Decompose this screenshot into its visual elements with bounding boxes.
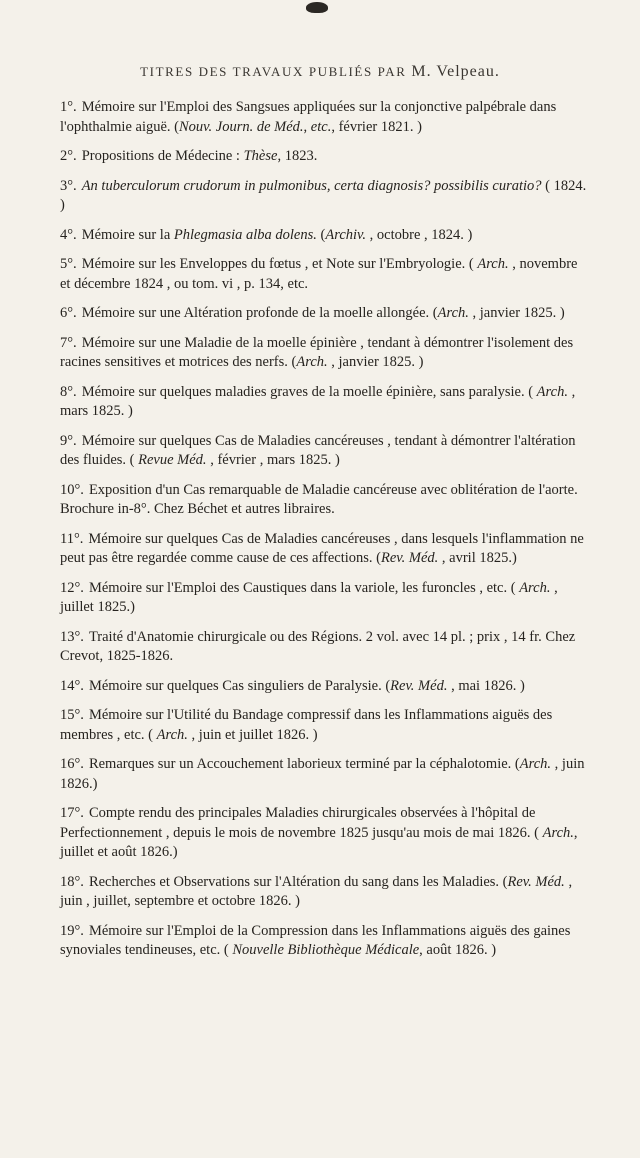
entry-text: , octobre , 1824. ) [366,226,473,243]
entry-citation-text: Phlegmasia alba dolens. [173,226,317,243]
header-author: M. Velpeau. [411,63,500,80]
entry-number: 5°. [60,256,77,272]
entry-text: Mémoire sur l'Emploi de la Compression dans les Inflammations aiguës des gaines synoviales tendineuses, etc. ( [60,922,571,958]
entry-text: ( 1824. ) [60,177,587,213]
entry-text: , avril 1825.) [438,550,517,566]
publication-list [60,98,588,971]
entry-text: Compte rendu des principales Maladies chirurgicales observées à l'hôpital de Perfectionnement , depuis le mois de novembre 1825 jusqu'au mois de mai 1826. ( [60,805,543,841]
entry-number: 14°. [60,677,84,694]
entry-number: 17°. [60,805,84,821]
entry-citation-text: Arch. [296,354,328,370]
entry-number: 3°. [60,177,77,194]
list-item [60,579,588,618]
entry-text: Mémoire sur l'Utilité du Bandage compressif dans les Inflammations aiguës des membres , etc. ( [60,707,553,743]
entry-citation-text: Arch. [519,756,552,772]
entry-number: 1°. [60,99,77,115]
entry-number: 2°. [60,148,77,164]
list-item [60,255,588,294]
list-item [60,334,588,373]
entry-text: , juillet et août 1826.) [60,824,578,860]
entry-citation-text: Arch. [542,824,574,841]
entry-citation-text: Arch. [477,256,509,272]
entry-text: , août 1826. ) [419,942,497,958]
entry-citation-text: Nouvelle Bibliothèque Médicale [232,942,420,958]
entry-number: 18°. [60,873,84,890]
entry-number: 6°. [60,305,77,321]
entry-citation-text: Rev. Méd. [390,677,448,694]
list-item [60,677,588,697]
list-item [60,383,588,422]
list-item [60,922,588,961]
entry-text: Mémoire sur l'Emploi des Sangsues appliquées sur la conjonctive palpébrale dans l'ophthalmie aiguë. ( [60,99,557,135]
entry-text: , février 1821. ) [331,118,422,135]
entry-text: , novembre et décembre 1824 , ou tom. vi , p. 134, etc. [60,256,578,292]
entry-citation-text: Arch. [437,305,469,321]
entry-text: ( [316,226,326,243]
entry-number: 8°. [60,383,77,400]
entry-citation-text: Archiv. [325,226,367,243]
entry-citation-text: Rev. Méd. [507,873,565,890]
entry-citation-text: An tuberculorum crudorum in pulmonibus, certa diagnosis? possibilis curatio? [81,177,542,194]
entry-citation-text: Arch. [156,726,188,743]
entry-text: , [303,118,311,135]
list-item [60,530,588,569]
entry-text: , mai 1826. ) [447,677,525,694]
entry-text: , juillet 1825.) [60,579,558,615]
entry-number: 7°. [60,334,77,351]
entry-text: Mémoire sur la [81,226,174,243]
entry-text: , février , mars 1825. ) [206,452,340,468]
entry-citation-text: Nouv. Journ. de Méd. [178,118,304,135]
list-item [60,98,588,137]
entry-text: , janvier 1825. ) [468,305,565,321]
entry-text: Mémoire sur une Altération profonde de la moelle allongée. ( [81,305,438,321]
entry-citation-text: Revue Méd. [138,452,207,468]
list-item [60,755,588,794]
entry-text: Mémoire sur quelques Cas de Maladies cancéreuses , tendant à démontrer l'altération des fluides. ( [60,432,576,468]
entry-text: Remarques sur un Accouchement laborieux terminé par la céphalotomie. ( [88,756,520,772]
entry-text: , juin 1826.) [60,756,585,792]
entry-citation-text: Rev. Méd. [380,550,439,566]
entry-number: 9°. [60,432,77,449]
entry-text: Recherches et Observations sur l'Altération du sang dans les Maladies. ( [88,873,508,890]
list-item [60,147,588,167]
entry-text: , juin et juillet 1826. ) [187,726,318,743]
list-item [60,177,588,216]
entry-text: Mémoire sur l'Emploi des Caustiques dans la variole, les furoncles , etc. ( [88,579,520,596]
list-item [60,628,588,667]
header-title: TITRES DES TRAVAUX PUBLIÉS PAR [140,64,407,79]
entry-citation-text: Arch. [519,579,551,596]
ink-blot [306,2,328,13]
entry-text: Exposition d'un Cas remarquable de Maladie cancéreuse avec oblitération de l'aorte. Brochure in-8°. Chez Béchet et autres libraires. [60,481,578,517]
entry-number: 10°. [60,481,84,498]
entry-text: , juin , juillet, septembre et octobre 1826. ) [60,873,573,909]
entry-text: Traité d'Anatomie chirurgicale ou des Régions. 2 vol. avec 14 pl. ; prix , 14 fr. Chez Crevot, 1825-1826. [60,628,576,664]
entry-text: , mars 1825. ) [60,383,576,419]
entry-text: Mémoire sur les Enveloppes du fœtus , et Note sur l'Embryologie. ( [81,256,478,272]
entry-text: Propositions de Médecine : [81,148,244,164]
list-item [60,873,588,912]
entry-number: 4°. [60,226,77,243]
entry-number: 19°. [60,922,84,939]
entry-citation-text: Arch. [536,383,568,400]
list-item [60,804,588,863]
entry-number: 12°. [60,579,84,596]
list-item [60,706,588,745]
entry-citation-text: etc. [310,118,332,135]
list-item [60,432,588,471]
list-item [60,481,588,520]
entry-citation-text: Thèse [243,148,278,164]
entry-text: , janvier 1825. ) [327,354,424,370]
entry-number: 13°. [60,628,84,645]
entry-text: Mémoire sur quelques Cas de Maladies cancéreuses , dans lesquels l'inflammation ne peut pas être regardée comme cause de ces affections. ( [60,530,584,566]
entry-text: , 1823. [277,148,318,164]
entry-text: Mémoire sur quelques Cas singuliers de Paralysie. ( [88,677,391,694]
entry-text: Mémoire sur quelques maladies graves de la moelle épinière, sans paralysie. ( [81,383,537,400]
list-item [60,304,588,324]
page-header [0,63,640,81]
entry-text: Mémoire sur une Maladie de la moelle épinière , tendant à démontrer l'isolement des racines sensitives et motrices des nerfs. ( [60,334,574,370]
entry-number: 11°. [60,530,84,547]
entry-number: 15°. [60,707,84,723]
list-item [60,226,588,246]
entry-number: 16°. [60,756,84,772]
